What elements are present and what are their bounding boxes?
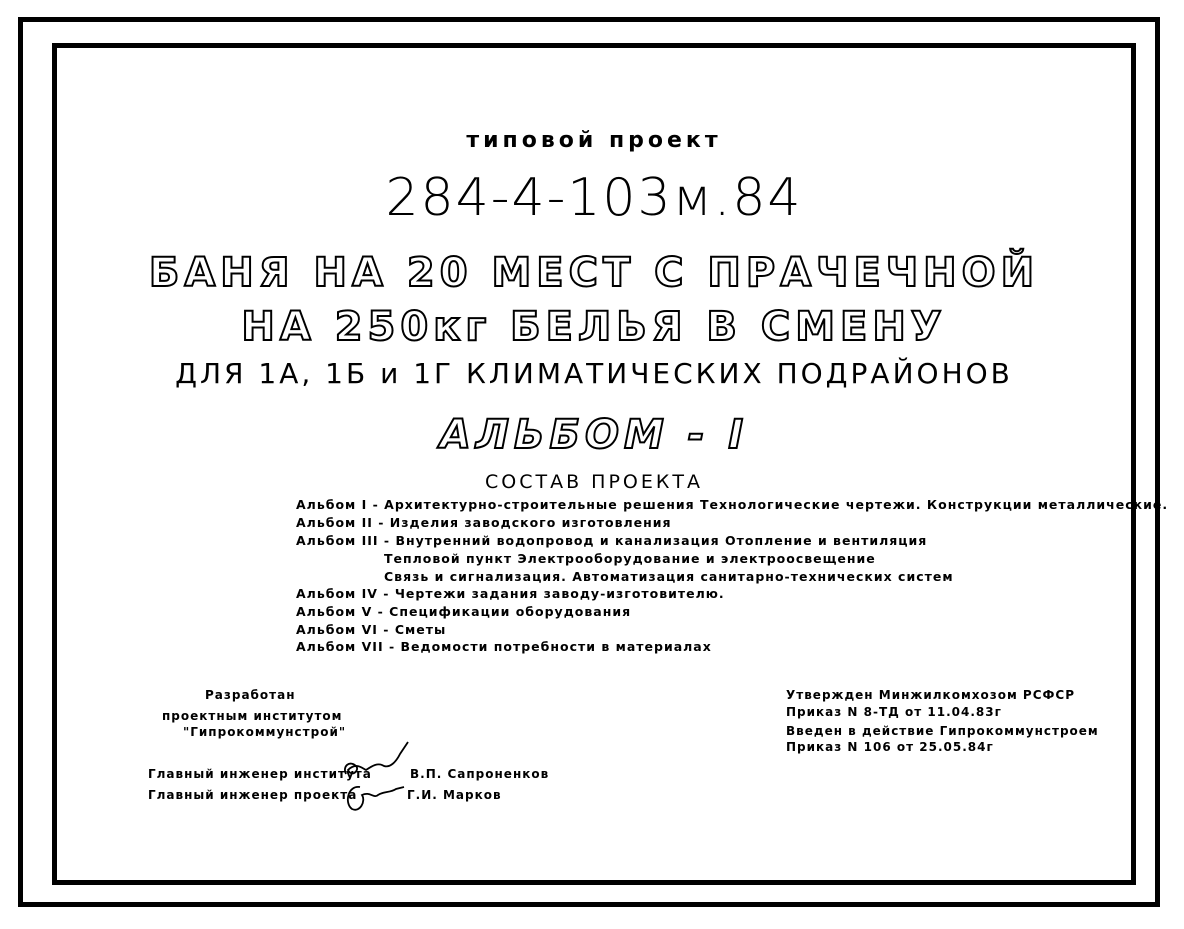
- composition-title: СОСТАВ ПРОЕКТА: [485, 471, 703, 493]
- title-line-2: НА 250кг БЕЛЬЯ В СМЕНУ: [241, 304, 947, 350]
- signature-2-icon: [340, 775, 408, 815]
- enacted-by: Введен в действие Гипрокоммунстроем: [786, 724, 1099, 738]
- project-number: 284-4-103м.84: [385, 168, 803, 228]
- order-2: Приказ N 106 от 25.05.84г: [786, 740, 994, 754]
- institute-name: "Гипрокоммунстрой": [183, 725, 347, 739]
- typical-project-label: типовой проект: [466, 128, 722, 153]
- chief-engineer-institute-name: В.П. Сапроненков: [410, 767, 550, 781]
- composition-item: Альбом V - Спецификации оборудования: [296, 604, 632, 619]
- title-line-3: ДЛЯ 1А, 1Б и 1Г КЛИМАТИЧЕСКИХ ПОДРАЙОНОВ: [175, 357, 1013, 390]
- composition-item: Альбом IV - Чертежи задания заводу-изготовителю.: [296, 586, 725, 601]
- institute-line: проектным институтом: [162, 709, 343, 723]
- approved-by: Утвержден Минжилкомхозом РСФСР: [786, 688, 1076, 702]
- composition-item: Тепловой пункт Электрооборудование и электроосвещение: [384, 551, 876, 566]
- composition-item: Альбом III - Внутренний водопровод и канализация Отопление и вентиляция: [296, 533, 928, 548]
- chief-engineer-project-label: Главный инженер проекта: [148, 788, 358, 802]
- composition-item: Альбом VI - Сметы: [296, 622, 447, 637]
- chief-engineer-project-name: Г.И. Марков: [407, 788, 502, 802]
- developed-label: Разработан: [205, 688, 296, 702]
- album-title: АЛЬБОМ - I: [439, 412, 749, 458]
- title-line-1: БАНЯ НА 20 МЕСТ С ПРАЧЕЧНОЙ: [148, 250, 1040, 296]
- composition-item: Альбом VII - Ведомости потребности в материалах: [296, 639, 712, 654]
- composition-item: Альбом II - Изделия заводского изготовления: [296, 515, 672, 530]
- composition-item: Связь и сигнализация. Автоматизация санитарно-технических систем: [384, 569, 954, 584]
- composition-item: Альбом I - Архитектурно-строительные решения Технологические чертежи. Конструкции металлические.: [296, 497, 1169, 512]
- order-1: Приказ N 8-ТД от 11.04.83г: [786, 705, 1002, 719]
- chief-engineer-institute-label: Главный инженер института: [148, 767, 372, 781]
